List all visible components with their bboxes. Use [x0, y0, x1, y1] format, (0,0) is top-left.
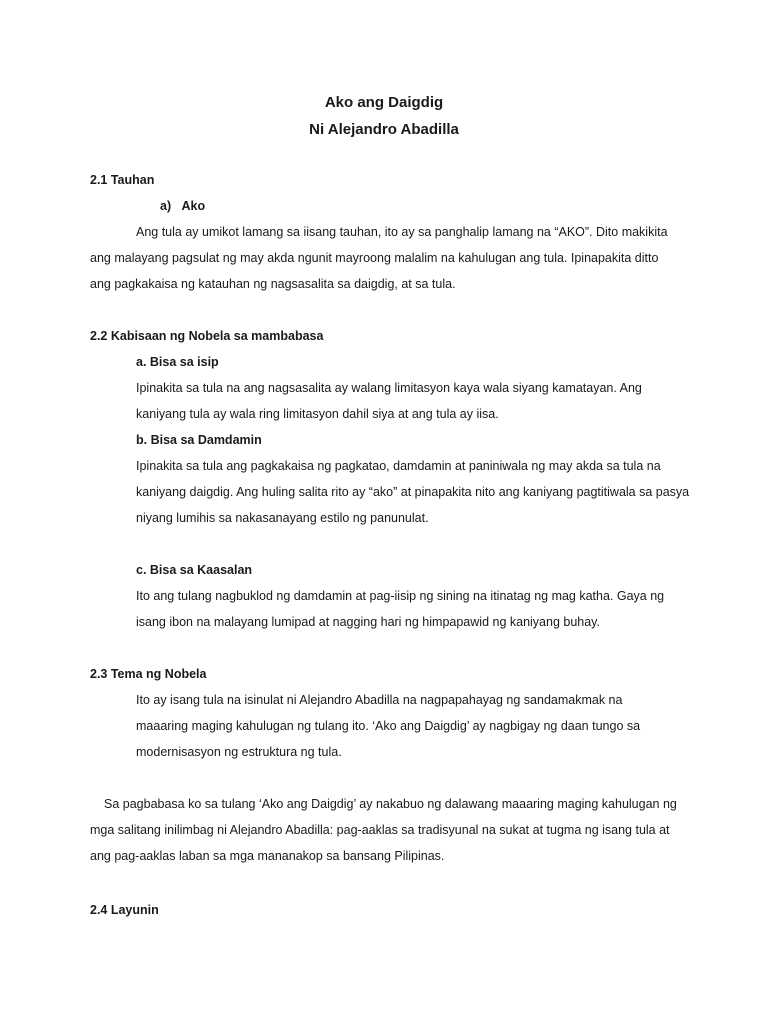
paragraph-line: Ito ang tulang nagbuklod ng damdamin at pag-iisip ng sining na itinatag ng mag katha. Gaya ng [136, 589, 665, 603]
document-title: Ako ang Daigdig [324, 94, 444, 111]
section-heading-kabisaan: 2.2 Kabisaan ng Nobela sa mambabasa [90, 329, 324, 343]
list-item-ako: a) Ako [160, 199, 206, 213]
paragraph-line: modernisasyon ng estruktura ng tula. [136, 745, 342, 759]
paragraph-line: Sa pagbabasa ko sa tulang ‘Ako ang Daigdig’ ay nakabuo ng dalawang maaaring maging kahulugan ng [104, 797, 677, 811]
paragraph-line: Ipinakita sa tula na ang nagsasalita ay walang limitasyon kaya wala siyang kamatayan. Ang [136, 381, 642, 395]
paragraph-line: niyang lumihis sa nakasanayang estilo ng panunulat. [136, 511, 429, 525]
paragraph-line: ang malayang pagsulat ng may akda ngunit mayroong malalim na kahulugan ang tula. Ipinapakita ditto [90, 251, 659, 265]
paragraph-line: kaniyang daigdig. Ang huling salita rito ay “ako” at pinapakita nito ang kaniyang pagtitiwala sa pasya [136, 485, 690, 499]
paragraph-line: Ipinakita sa tula ang pagkakaisa ng pagkatao, damdamin at paniniwala ng may akda sa tula na [136, 459, 661, 473]
paragraph-line: isang ibon na malayang lumipad at nagging hari ng himpapawid ng kaniyang buhay. [136, 615, 600, 629]
paragraph-line: kaniyang tula ay wala ring limitasyon dahil siya at ang tula ay iisa. [136, 407, 499, 421]
paragraph-line: maaaring maging kahulugan ng tulang ito. ‘Ako ang Daigdig’ ay nagbigay ng daan tungo sa [136, 719, 641, 733]
subheading-bisa-sa-isip: a. Bisa sa isip [136, 355, 219, 369]
subheading-bisa-sa-kaasalan: c. Bisa sa Kaasalan [136, 563, 253, 577]
document-author: Ni Alejandro Abadilla [309, 121, 459, 138]
paragraph-line: Ang tula ay umikot lamang sa iisang tauhan, ito ay sa panghalip lamang na “AKO”. Dito makikita [136, 225, 668, 239]
paragraph-line: mga salitang inilimbag ni Alejandro Abadilla: pag-aaklas sa tradisyunal na sukat at tugma ng isang tula at [90, 823, 670, 837]
section-heading-layunin: 2.4 Layunin [90, 903, 159, 917]
section-heading-tema: 2.3 Tema ng Nobela [90, 667, 207, 681]
subheading-bisa-sa-damdamin: b. Bisa sa Damdamin [136, 433, 262, 447]
paragraph-line: Ito ay isang tula na isinulat ni Alejandro Abadilla na nagpapahayag ng sandamakmak na [136, 693, 623, 707]
paragraph-line: ang pag-aaklas laban sa mga mananakop sa bansang Pilipinas. [90, 849, 445, 863]
paragraph-line: ang pagkakaisa ng katauhan ng nagsasalita sa daigdig, at sa tula. [90, 277, 456, 291]
section-heading-tauhan: 2.1 Tauhan [90, 173, 155, 187]
